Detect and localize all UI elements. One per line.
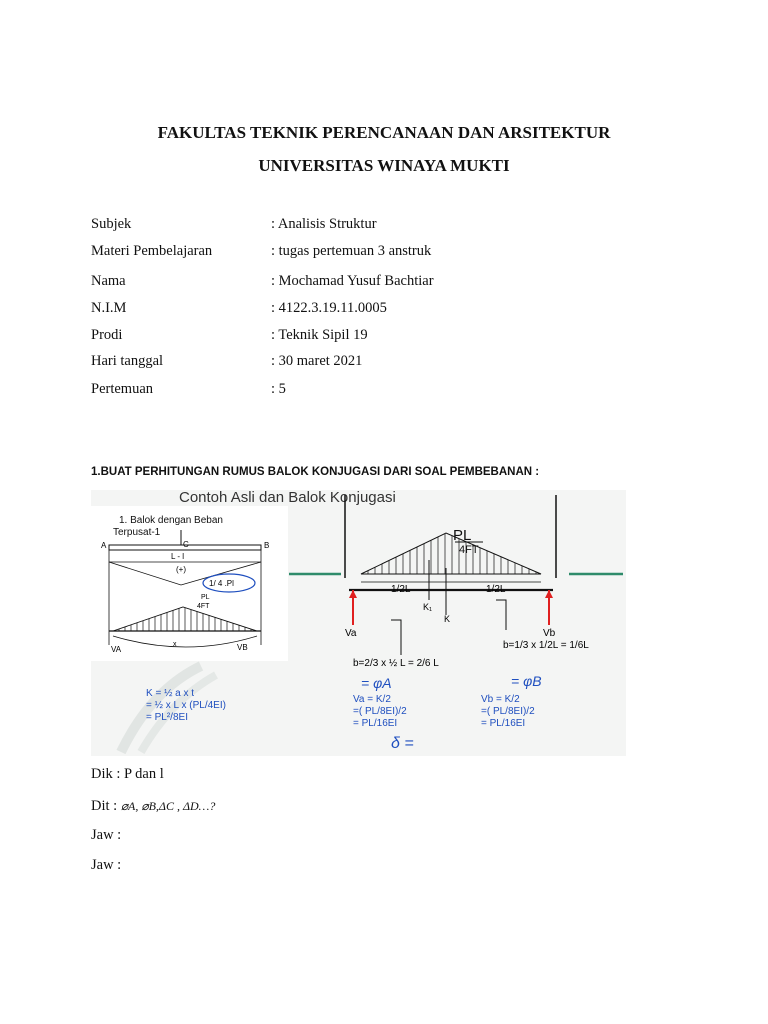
info-key: N.I.M bbox=[91, 300, 127, 316]
formula-vb-1: Vb = K/2 bbox=[481, 694, 520, 705]
formula-va-1: Va = K/2 bbox=[353, 694, 391, 705]
label-x: x bbox=[173, 641, 177, 648]
info-key: Prodi bbox=[91, 327, 123, 343]
reaction-arrowhead-va bbox=[349, 590, 357, 598]
label-b-left: b=2/3 x ½ L = 2/6 L bbox=[353, 658, 439, 669]
label-4ei: 4FT bbox=[459, 544, 479, 556]
conjugate-load bbox=[361, 533, 541, 574]
info-key: Nama bbox=[91, 273, 126, 289]
conjugate-beam-figure bbox=[91, 490, 626, 756]
figure-title: Contoh Asli dan Balok Konjugasi bbox=[179, 490, 396, 506]
handwritten-qa: = φA bbox=[361, 675, 392, 691]
handwritten-qb: = φB bbox=[511, 673, 542, 689]
label-plus: (+) bbox=[176, 565, 186, 574]
label-va-small: VA bbox=[111, 645, 122, 654]
label-k: K bbox=[444, 614, 451, 624]
formula-k-2: = ½ x L x (PL/4EI) bbox=[146, 700, 226, 711]
asked-body: ⌀A, ⌀B,ΔC , ΔD…? bbox=[120, 799, 216, 813]
figure-drawing bbox=[91, 490, 626, 756]
asked-prefix: Dit : bbox=[91, 798, 121, 814]
handwritten-delta: δ = bbox=[391, 735, 414, 752]
formula-k-1: K = ½ a x t bbox=[146, 688, 195, 699]
info-value: : 4122.3.19.11.0005 bbox=[271, 300, 387, 316]
label-va: Va bbox=[345, 628, 357, 639]
section-heading: 1.BUAT PERHITUNGAN RUMUS BALOK KONJUGASI DARI SOAL PEMBEBANAN : bbox=[91, 466, 540, 478]
info-key: Pertemuan bbox=[91, 381, 154, 397]
info-value: : Teknik Sipil 19 bbox=[271, 327, 368, 343]
university-title: UNIVERSITAS WINAYA MUKTI bbox=[258, 156, 510, 175]
left-caption: 1. Balok dengan Beban bbox=[119, 515, 223, 526]
label-c: C bbox=[183, 540, 189, 549]
label-vb-small: VB bbox=[237, 643, 248, 652]
info-value: : tugas pertemuan 3 anstruk bbox=[271, 243, 432, 259]
faculty-title: FAKULTAS TEKNIK PERENCANAAN DAN ARSITEKTUR bbox=[157, 123, 611, 142]
formula-vb-3: = PL/16EI bbox=[481, 718, 526, 729]
info-value: : Mochamad Yusuf Bachtiar bbox=[271, 273, 434, 289]
label-pl: PL bbox=[453, 527, 472, 544]
left-caption-2: Terpusat-1 bbox=[113, 527, 161, 538]
info-key: Materi Pembelajaran bbox=[91, 243, 213, 259]
label-quarter: 1/ 4 .Pl bbox=[209, 579, 234, 588]
formula-va-2: =( PL/8EI)/2 bbox=[353, 706, 407, 717]
label-pl-small: PL bbox=[201, 594, 210, 601]
info-key: Hari tanggal bbox=[91, 353, 164, 369]
label-half-right: 1/2L bbox=[486, 584, 506, 595]
label-a: A bbox=[101, 541, 107, 550]
label-b: B bbox=[264, 541, 270, 550]
label-k1: K₁ bbox=[423, 602, 433, 612]
formula-vb-2: =( PL/8EI)/2 bbox=[481, 706, 535, 717]
label-vb: Vb bbox=[543, 628, 556, 639]
given-line: Dik : P dan l bbox=[91, 766, 164, 782]
answer-line-2: Jaw : bbox=[91, 857, 122, 873]
load-hatch bbox=[368, 533, 536, 574]
info-value: : Analisis Struktur bbox=[271, 216, 377, 232]
dim-arrow-right bbox=[496, 600, 506, 630]
reaction-arrowhead-vb bbox=[545, 590, 553, 598]
label-half-left: 1/2L bbox=[391, 584, 411, 595]
dim-arrow-left bbox=[391, 620, 401, 655]
formula-k-3: = PL²/8EI bbox=[146, 712, 188, 723]
label-b-right: b=1/3 x 1/2L = 1/6L bbox=[503, 640, 589, 651]
asked-line bbox=[91, 798, 215, 815]
label-span: L - l bbox=[171, 552, 185, 561]
info-value: : 30 maret 2021 bbox=[271, 353, 363, 369]
info-key: Subjek bbox=[91, 216, 132, 232]
answer-line-1: Jaw : bbox=[91, 827, 122, 843]
label-4ei-small: 4FT bbox=[197, 603, 210, 610]
formula-va-3: = PL/16EI bbox=[353, 718, 398, 729]
info-value: : 5 bbox=[271, 381, 286, 397]
